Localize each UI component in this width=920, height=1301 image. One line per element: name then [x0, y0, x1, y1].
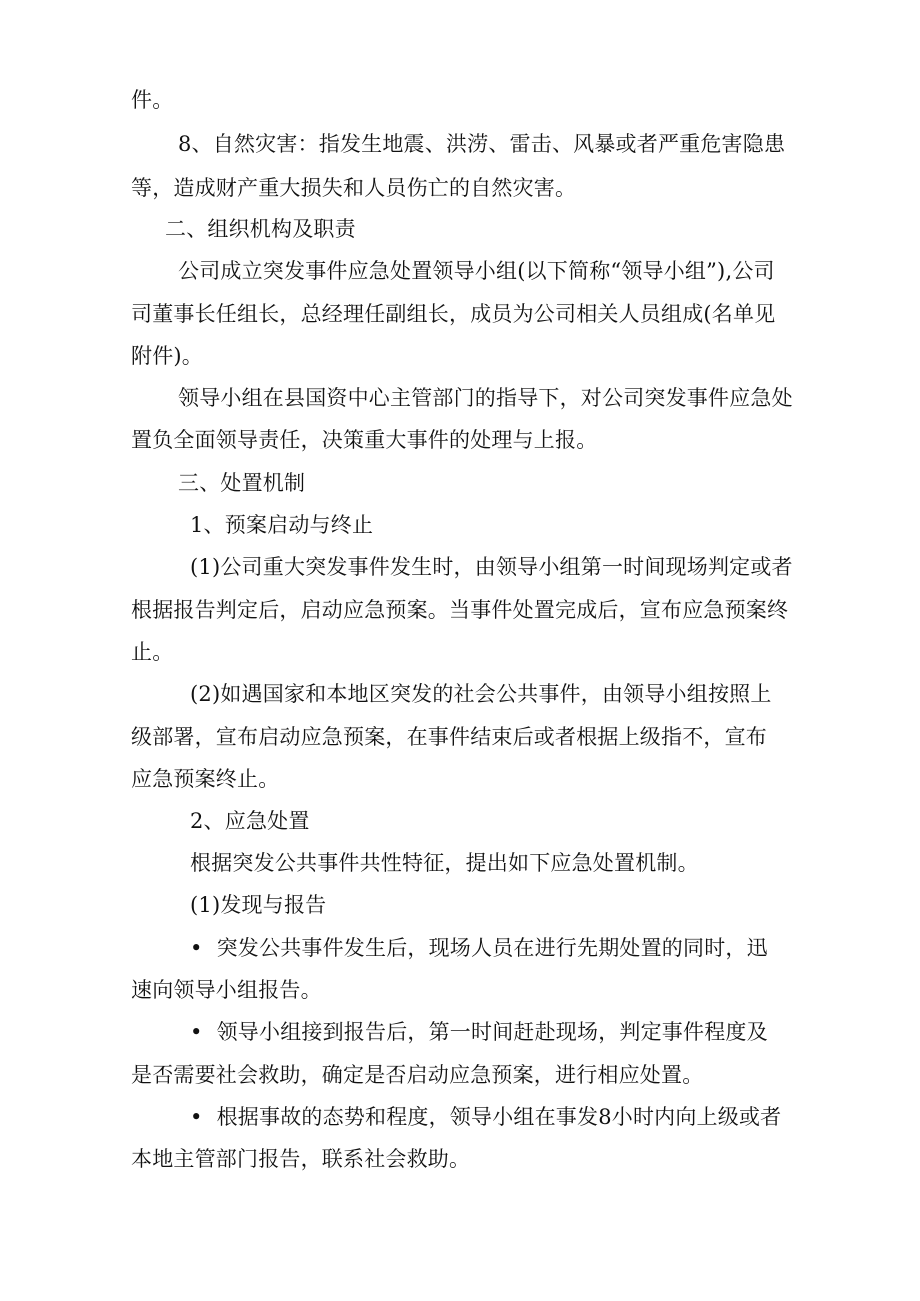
- bullet-text: 根据事故的态势和程度，领导小组在事发8小时内向上级或者: [216, 1105, 782, 1129]
- text-line: 公司成立突发事件应急处置领导小组(以下简称“领导小组”),公司: [178, 259, 775, 283]
- text-line: 根据报告判定后，启动应急预案。当事件处置完成后，宣布应急预案终: [131, 598, 789, 622]
- text-line: (2)如遇国家和本地区突发的社会公共事件，由领导小组按照上: [190, 682, 772, 706]
- text-line: 应急预案终止。: [131, 767, 280, 791]
- bullet-icon: •: [190, 936, 203, 960]
- text-line: 止。: [131, 640, 174, 664]
- text-line: 等，造成财产重大损失和人员伤亡的自然灾害。: [131, 176, 577, 200]
- section-heading: 三、处置机制: [178, 471, 306, 495]
- bullet-icon: •: [190, 1020, 203, 1044]
- text-line: 8、自然灾害：指发生地震、洪涝、雷击、风暴或者严重危害隐患: [178, 132, 786, 156]
- text-line: 本地主管部门报告，联系社会救助。: [131, 1147, 471, 1171]
- text-line: (1)公司重大突发事件发生时，由领导小组第一时间现场判定或者: [190, 555, 793, 579]
- text-line: (1)发现与报告: [190, 893, 327, 917]
- text-line: 置负全面领导责任，决策重大事件的处理与上报。: [131, 428, 598, 452]
- text-line: 速向领导小组报告。: [131, 978, 322, 1002]
- bullet-icon: •: [190, 1105, 203, 1129]
- subsection-heading: 1、预案启动与终止: [190, 513, 374, 537]
- bullet-item: [190, 934, 768, 962]
- bullet-text: 领导小组接到报告后，第一时间赶赴现场，判定事件程度及: [216, 1020, 768, 1044]
- bullet-item: [190, 1103, 781, 1131]
- subsection-heading: 2、应急处置: [190, 809, 310, 833]
- bullet-item: [190, 1018, 768, 1046]
- bullet-text: 突发公共事件发生后，现场人员在进行先期处置的同时，迅: [216, 936, 768, 960]
- text-line: 附件)。: [131, 344, 203, 368]
- text-line: 司董事长任组长，总经理任副组长，成员为公司相关人员组成(名单见: [131, 302, 776, 326]
- text-line: 根据突发公共事件共性特征，提出如下应急处置机制。: [190, 851, 699, 875]
- text-line: 是否需要社会救助，确定是否启动应急预案，进行相应处置。: [131, 1063, 704, 1087]
- section-heading: 二、组织机构及职责: [165, 217, 356, 241]
- text-line: 级部署，宣布启动应急预案，在事件结束后或者根据上级指不，宣布: [131, 725, 767, 749]
- text-line: 件。: [131, 88, 174, 112]
- text-line: 领导小组在县国资中心主管部门的指导下，对公司突发事件应急处: [178, 386, 793, 410]
